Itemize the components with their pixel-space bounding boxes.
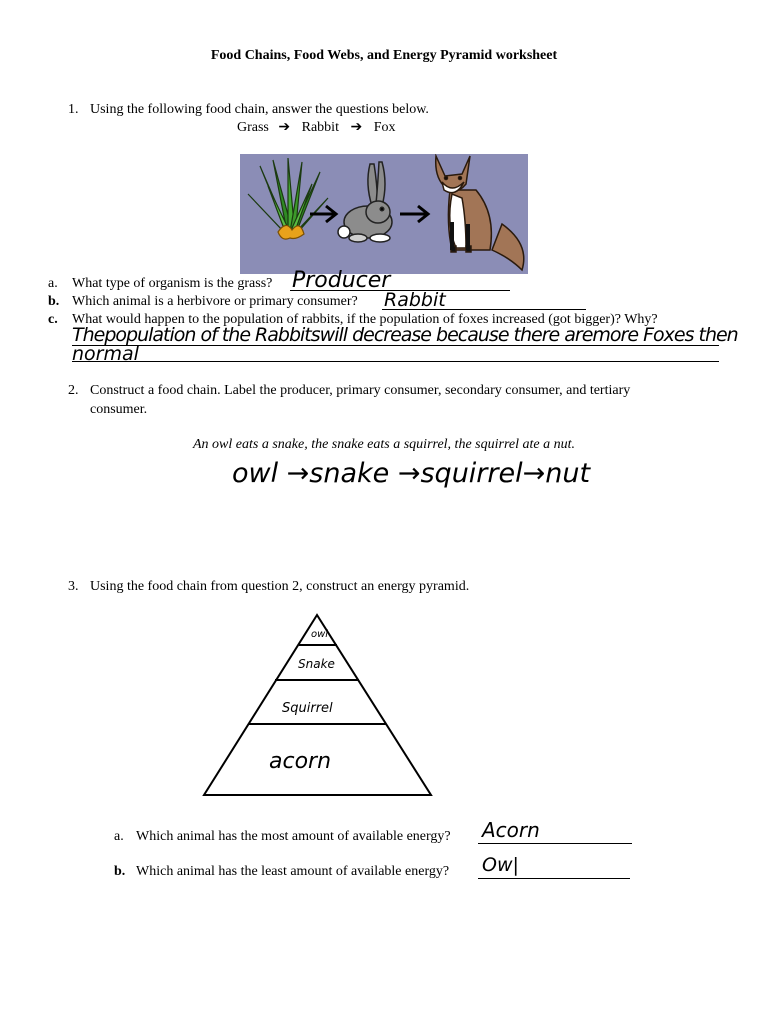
- q2-number: 2.: [68, 383, 79, 398]
- q1-a-answer: Producer: [292, 268, 391, 293]
- q2-text-line2: consumer.: [90, 402, 148, 417]
- pyramid-level-owl: owl: [311, 629, 329, 640]
- chain-fox: Fox: [373, 120, 396, 135]
- arrow-icon: ➔: [350, 120, 363, 135]
- q1-c-answer-line1: Thepopulation of the Rabbitswill decrease because there aremore Foxes then: [72, 324, 738, 346]
- q1-c-question: What would happen to the population of rabbits, if the population of foxes increased (got bigger)? Why?: [72, 312, 658, 327]
- q1-c-answer-line2: normal: [72, 343, 139, 365]
- q3-b-label: b.: [114, 864, 126, 879]
- chain-rabbit: Rabbit: [301, 120, 339, 135]
- q3-number: 3.: [68, 579, 79, 594]
- arrow-icon: ➔: [278, 120, 291, 135]
- q3-a-question: Which animal has the most amount of available energy?: [136, 829, 451, 844]
- q1-a-label: a.: [48, 276, 58, 291]
- pyramid-level-squirrel: Squirrel: [282, 701, 333, 716]
- chain-grass: Grass: [237, 120, 269, 135]
- answer-line: [478, 878, 630, 879]
- q1-text: Using the following food chain, answer the questions below.: [90, 102, 429, 117]
- q1-c-label: c.: [48, 312, 58, 327]
- q1-number: 1.: [68, 102, 79, 117]
- q1-b-label: b.: [48, 294, 60, 309]
- q2-answer: owl →snake →squirrel→nut: [232, 458, 591, 489]
- q1-food-chain: [237, 120, 396, 136]
- q1-a-question: What type of organism is the grass?: [72, 276, 273, 291]
- q1-b-question: Which animal is a herbivore or primary consumer?: [72, 294, 358, 309]
- q3-text: Using the food chain from question 2, construct an energy pyramid.: [90, 579, 470, 594]
- q3-b-question: Which animal has the least amount of available energy?: [136, 864, 450, 879]
- q2-prompt: An owl eats a snake, the snake eats a squirrel, the squirrel ate a nut.: [193, 437, 575, 452]
- q2-text-line1: Construct a food chain. Label the producer, primary consumer, secondary consumer, and tertiary: [90, 383, 631, 398]
- worksheet-title: Food Chains, Food Webs, and Energy Pyramid worksheet: [210, 48, 558, 63]
- q3-b-answer: Ow|: [482, 854, 519, 876]
- answer-line: [72, 361, 719, 362]
- answer-line: [478, 843, 632, 844]
- q1-b-answer: Rabbit: [384, 289, 446, 311]
- food-chain-illustration: [240, 154, 528, 274]
- pyramid-level-snake: Snake: [298, 657, 335, 671]
- pyramid-level-acorn: acorn: [269, 749, 332, 774]
- q3-a-answer: Acorn: [482, 818, 540, 842]
- q3-a-label: a.: [114, 829, 124, 844]
